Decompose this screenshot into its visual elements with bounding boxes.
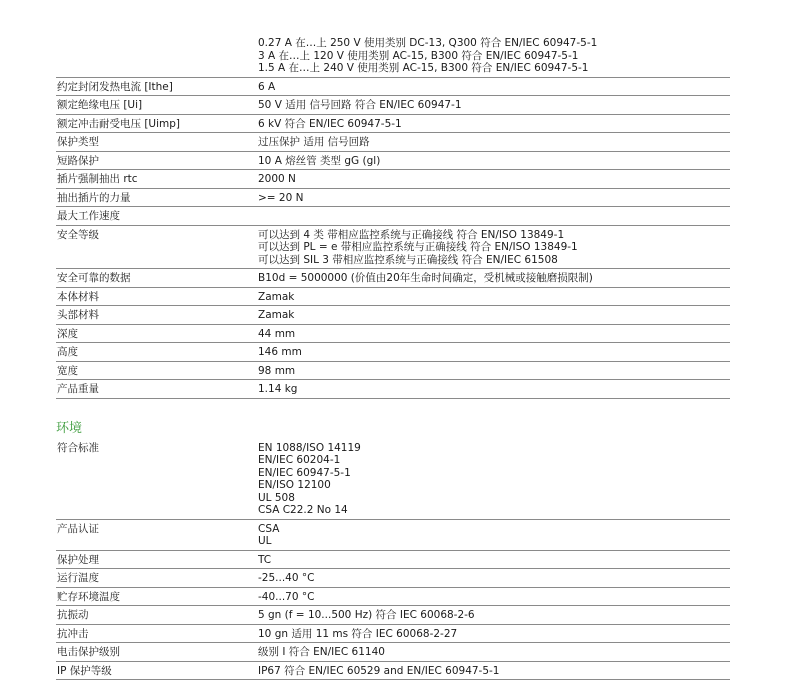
spec-value xyxy=(257,269,730,287)
spec-value xyxy=(257,439,730,519)
spec-key: 头部材料 xyxy=(56,306,257,324)
spec-row xyxy=(56,551,730,570)
spec-key: 产品认证 xyxy=(56,520,257,550)
spec-value-line: 可以达到 PL = e 带相应监控系统与正确接线 符合 EN/ISO 13849-1 xyxy=(258,241,730,254)
spec-value xyxy=(257,380,730,398)
spec-value-line: >= 20 N xyxy=(258,192,730,205)
spec-value-line: EN/IEC 60947-5-1 xyxy=(258,467,730,480)
spec-row xyxy=(56,625,730,644)
spec-value xyxy=(257,551,730,569)
spec-value-line: 6 kV 符合 EN/IEC 60947-5-1 xyxy=(258,118,730,131)
spec-key: 额定冲击耐受电压 [Uimp] xyxy=(56,115,257,133)
environment-table xyxy=(56,439,730,680)
spec-value xyxy=(257,189,730,207)
spec-value-line: TC xyxy=(258,554,730,567)
spec-key: 深度 xyxy=(56,325,257,343)
spec-key: 抗冲击 xyxy=(56,625,257,643)
spec-value xyxy=(257,115,730,133)
spec-sheet xyxy=(56,34,730,680)
spec-key: 安全可靠的数据 xyxy=(56,269,257,287)
spec-row xyxy=(56,643,730,662)
spec-value-line: 98 mm xyxy=(258,365,730,378)
spec-value-line: 10 A 熔丝管 类型 gG (gl) xyxy=(258,155,730,168)
spec-value-line: EN 1088/ISO 14119 xyxy=(258,442,730,455)
spec-value xyxy=(257,152,730,170)
spec-value-line: 0.27 A 在…上 250 V 使用类别 DC-13, Q300 符合 EN/IEC 60947-5-1 xyxy=(258,37,730,50)
spec-value xyxy=(257,588,730,606)
spec-value xyxy=(257,569,730,587)
spec-value xyxy=(257,625,730,643)
spec-value-line: -40...70 °C xyxy=(258,591,730,604)
spec-value-line: EN/IEC 60204-1 xyxy=(258,454,730,467)
spec-key xyxy=(56,34,257,77)
spec-value-line: IP67 符合 EN/IEC 60529 and EN/IEC 60947-5-1 xyxy=(258,665,730,678)
spec-key: 运行温度 xyxy=(56,569,257,587)
spec-key: 贮存环境温度 xyxy=(56,588,257,606)
spec-value-line: 1.14 kg xyxy=(258,383,730,396)
spec-row xyxy=(56,152,730,171)
spec-value-line xyxy=(258,210,730,223)
spec-row xyxy=(56,362,730,381)
spec-value-line: 级别 I 符合 EN/IEC 61140 xyxy=(258,646,730,659)
spec-row xyxy=(56,306,730,325)
spec-row xyxy=(56,133,730,152)
spec-row xyxy=(56,588,730,607)
spec-value xyxy=(257,133,730,151)
spec-row xyxy=(56,207,730,226)
spec-row xyxy=(56,606,730,625)
spec-row xyxy=(56,96,730,115)
spec-row xyxy=(56,288,730,307)
spec-key: 宽度 xyxy=(56,362,257,380)
spec-row xyxy=(56,78,730,97)
spec-row xyxy=(56,115,730,134)
spec-key: 短路保护 xyxy=(56,152,257,170)
spec-row xyxy=(56,380,730,399)
spec-value-line: UL xyxy=(258,535,730,548)
spec-value-line: 5 gn (f = 10...500 Hz) 符合 IEC 60068-2-6 xyxy=(258,609,730,622)
spec-value-line: 1.5 A 在…上 240 V 使用类别 AC-15, B300 符合 EN/IEC 60947-5-1 xyxy=(258,62,730,75)
spec-key: 最大工作速度 xyxy=(56,207,257,225)
spec-row xyxy=(56,520,730,551)
spec-row xyxy=(56,439,730,520)
spec-value-line: UL 508 xyxy=(258,492,730,505)
spec-value-line: 10 gn 适用 11 ms 符合 IEC 60068-2-27 xyxy=(258,628,730,641)
spec-row xyxy=(56,325,730,344)
spec-key: 高度 xyxy=(56,343,257,361)
spec-value xyxy=(257,207,730,225)
spec-value-line: 50 V 适用 信号回路 符合 EN/IEC 60947-1 xyxy=(258,99,730,112)
spec-key: 保护处理 xyxy=(56,551,257,569)
spec-value xyxy=(257,343,730,361)
spec-key: 安全等级 xyxy=(56,226,257,269)
spec-key: 额定绝缘电压 [Ui] xyxy=(56,96,257,114)
spec-value xyxy=(257,306,730,324)
spec-value-line: -25...40 °C xyxy=(258,572,730,585)
spec-value xyxy=(257,362,730,380)
spec-value xyxy=(257,288,730,306)
spec-key: IP 保护等级 xyxy=(56,662,257,680)
spec-key: 电击保护级别 xyxy=(56,643,257,661)
spec-key: 插片强制抽出 rtc xyxy=(56,170,257,188)
spec-value xyxy=(257,662,730,680)
spec-key: 约定封闭发热电流 [Ithe] xyxy=(56,78,257,96)
spec-value-line: 可以达到 SIL 3 带相应监控系统与正确接线 符合 EN/IEC 61508 xyxy=(258,254,730,267)
spec-row xyxy=(56,269,730,288)
spec-row xyxy=(56,662,730,680)
spec-value-line: 146 mm xyxy=(258,346,730,359)
spec-key: 抽出插片的力量 xyxy=(56,189,257,207)
spec-value xyxy=(257,78,730,96)
spec-value xyxy=(257,170,730,188)
spec-key: 抗振动 xyxy=(56,606,257,624)
spec-value-line: 过压保护 适用 信号回路 xyxy=(258,136,730,149)
spec-value xyxy=(257,34,730,77)
spec-key: 保护类型 xyxy=(56,133,257,151)
spec-value-line: 2000 N xyxy=(258,173,730,186)
section-title-environment: 环境 xyxy=(56,421,730,437)
spec-row xyxy=(56,189,730,208)
spec-value xyxy=(257,520,730,550)
spec-table xyxy=(56,78,730,399)
spec-value xyxy=(257,643,730,661)
spec-value-line: B10d = 5000000 (价值由20年生命时间确定，受机械或接触磨损限制) xyxy=(258,272,730,285)
spec-row xyxy=(56,170,730,189)
spec-value-line: CSA xyxy=(258,523,730,536)
spec-value xyxy=(257,226,730,269)
spec-row xyxy=(56,343,730,362)
spec-value-line: 3 A 在…上 120 V 使用类别 AC-15, B300 符合 EN/IEC 60947-5-1 xyxy=(258,50,730,63)
spec-key: 产品重量 xyxy=(56,380,257,398)
spec-row xyxy=(56,226,730,270)
spec-value-line: Zamak xyxy=(258,291,730,304)
spec-value xyxy=(257,606,730,624)
spec-key: 本体材料 xyxy=(56,288,257,306)
spec-value-line: EN/ISO 12100 xyxy=(258,479,730,492)
spec-value-line: Zamak xyxy=(258,309,730,322)
spec-value xyxy=(257,96,730,114)
spec-value-line: CSA C22.2 No 14 xyxy=(258,504,730,517)
spec-value-line: 可以达到 4 类 带相应监控系统与正确接线 符合 EN/ISO 13849-1 xyxy=(258,229,730,242)
spec-key: 符合标准 xyxy=(56,439,257,519)
spec-value-line: 6 A xyxy=(258,81,730,94)
spec-row-continuation xyxy=(56,34,730,78)
spec-row xyxy=(56,569,730,588)
spec-value-line: 44 mm xyxy=(258,328,730,341)
spec-value xyxy=(257,325,730,343)
